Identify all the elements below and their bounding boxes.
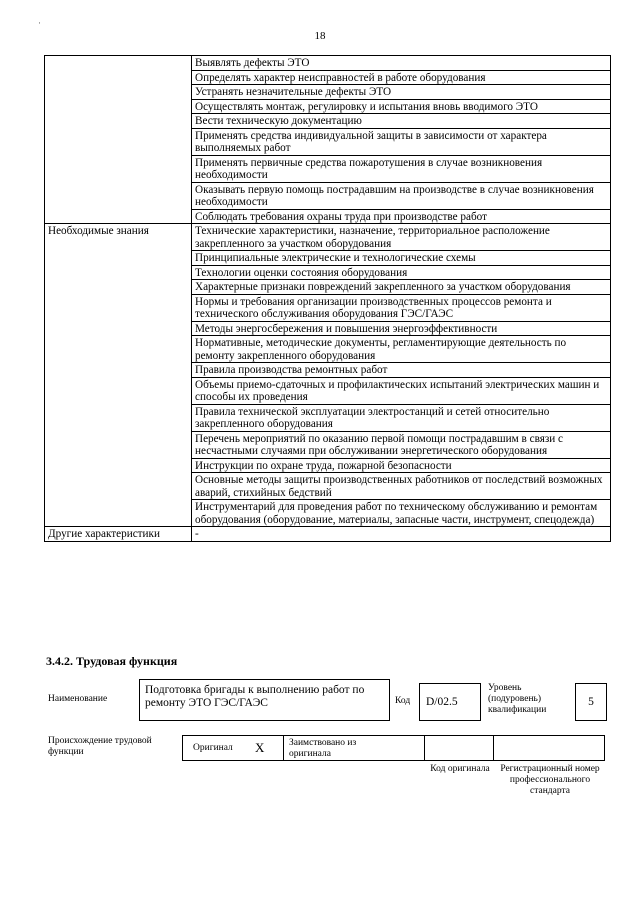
row-value-cell: Нормы и требования организации производственных процессов ремонта и технического обслуживания оборудования ГЭС/ГАЭС	[192, 294, 611, 321]
row-value-cell: Технические характеристики, назначение, территориальное расположение закрепленного за участком оборудования	[192, 224, 611, 251]
row-value-cell: Основные методы защиты производственных работников от последствий возможных аварий, стихийных бедствий	[192, 473, 611, 500]
code-label: Код	[395, 696, 411, 706]
row-value-cell: Соблюдать требования охраны труда при производстве работ	[192, 209, 611, 224]
code-value: D/02.5	[426, 696, 458, 708]
table-row	[45, 527, 611, 542]
origin-divider-3	[493, 736, 494, 760]
table-row	[45, 224, 611, 251]
original-mark: X	[255, 740, 265, 755]
row-value-cell: Принципиальные электрические и технологические схемы	[192, 251, 611, 266]
row-value-cell: Вести техническую документацию	[192, 114, 611, 129]
row-value-cell: Инструментарий для проведения работ по техническому обслуживанию и ремонтам оборудования (оборудование, материалы, запасные части, инструмент, спецодежда)	[192, 500, 611, 527]
row-value-cell: Методы энергосбережения и повышения энергоэффективности	[192, 321, 611, 336]
scan-mark: ·	[38, 18, 41, 28]
row-value-cell: Инструкции по охране труда, пожарной безопасности	[192, 458, 611, 473]
code-original-label: Код оригинала	[430, 764, 490, 774]
row-value-cell: Применять средства индивидуальной защиты в зависимости от характера выполняемых работ	[192, 128, 611, 155]
competency-table	[44, 55, 611, 542]
row-value-cell: -	[192, 527, 611, 542]
row-value-cell: Правила технической эксплуатации электростанций и сетей относительно закрепленного оборудования	[192, 404, 611, 431]
row-value-cell: Нормативные, методические документы, регламентирующие деятельность по ремонту закрепленного оборудования	[192, 336, 611, 363]
row-value-cell: Выявлять дефекты ЭТО	[192, 56, 611, 71]
row-value-cell: Устранять незначительные дефекты ЭТО	[192, 85, 611, 100]
row-value-cell: Перечень мероприятий по оказанию первой помощи пострадавшим в связи с несчастными случаями при обслуживании энергетического оборудования	[192, 431, 611, 458]
function-name-value: Подготовка бригады к выполнению работ по ремонту ЭТО ГЭС/ГАЭС	[145, 684, 365, 709]
row-value-cell: Определять характер неисправностей в работе оборудования	[192, 70, 611, 85]
row-value-cell: Характерные признаки повреждений закрепленного за участком оборудования	[192, 280, 611, 295]
level-box	[575, 683, 607, 721]
page-number: 18	[314, 30, 326, 42]
borrowed-label: Заимствовано из оригинала	[289, 738, 357, 759]
level-value: 5	[588, 696, 594, 708]
row-header-cell: Необходимые знания	[45, 224, 192, 527]
code-box	[419, 683, 481, 721]
function-name-box	[139, 679, 390, 721]
origin-divider-1	[283, 736, 284, 760]
table-row	[45, 56, 611, 71]
row-value-cell: Технологии оценки состояния оборудования	[192, 265, 611, 280]
row-header-cell	[45, 56, 192, 224]
row-header-cell: Другие характеристики	[45, 527, 192, 542]
reg-number-label: Регистрационный номер профессионального стандарта	[500, 764, 600, 796]
name-label: Наименование	[48, 694, 108, 704]
section-title: 3.4.2. Трудовая функция	[46, 654, 178, 668]
level-label: Уровень (подуровень) квалификации	[488, 683, 547, 715]
row-value-cell: Оказывать первую помощь пострадавшим на производстве в случае возникновения необходимости	[192, 182, 611, 209]
row-value-cell: Применять первичные средства пожаротушения в случае возникновения необходимости	[192, 155, 611, 182]
row-value-cell: Осуществлять монтаж, регулировку и испытания вновь вводимого ЭТО	[192, 99, 611, 114]
origin-label: Происхождение трудовой функции	[48, 736, 152, 757]
row-value-cell: Правила производства ремонтных работ	[192, 363, 611, 378]
row-value-cell: Объемы приемо-сдаточных и профилактических испытаний электрических машин и способы их проведения	[192, 377, 611, 404]
original-label: Оригинал	[193, 743, 233, 753]
origin-divider-2	[424, 736, 425, 760]
origin-table	[182, 735, 605, 761]
